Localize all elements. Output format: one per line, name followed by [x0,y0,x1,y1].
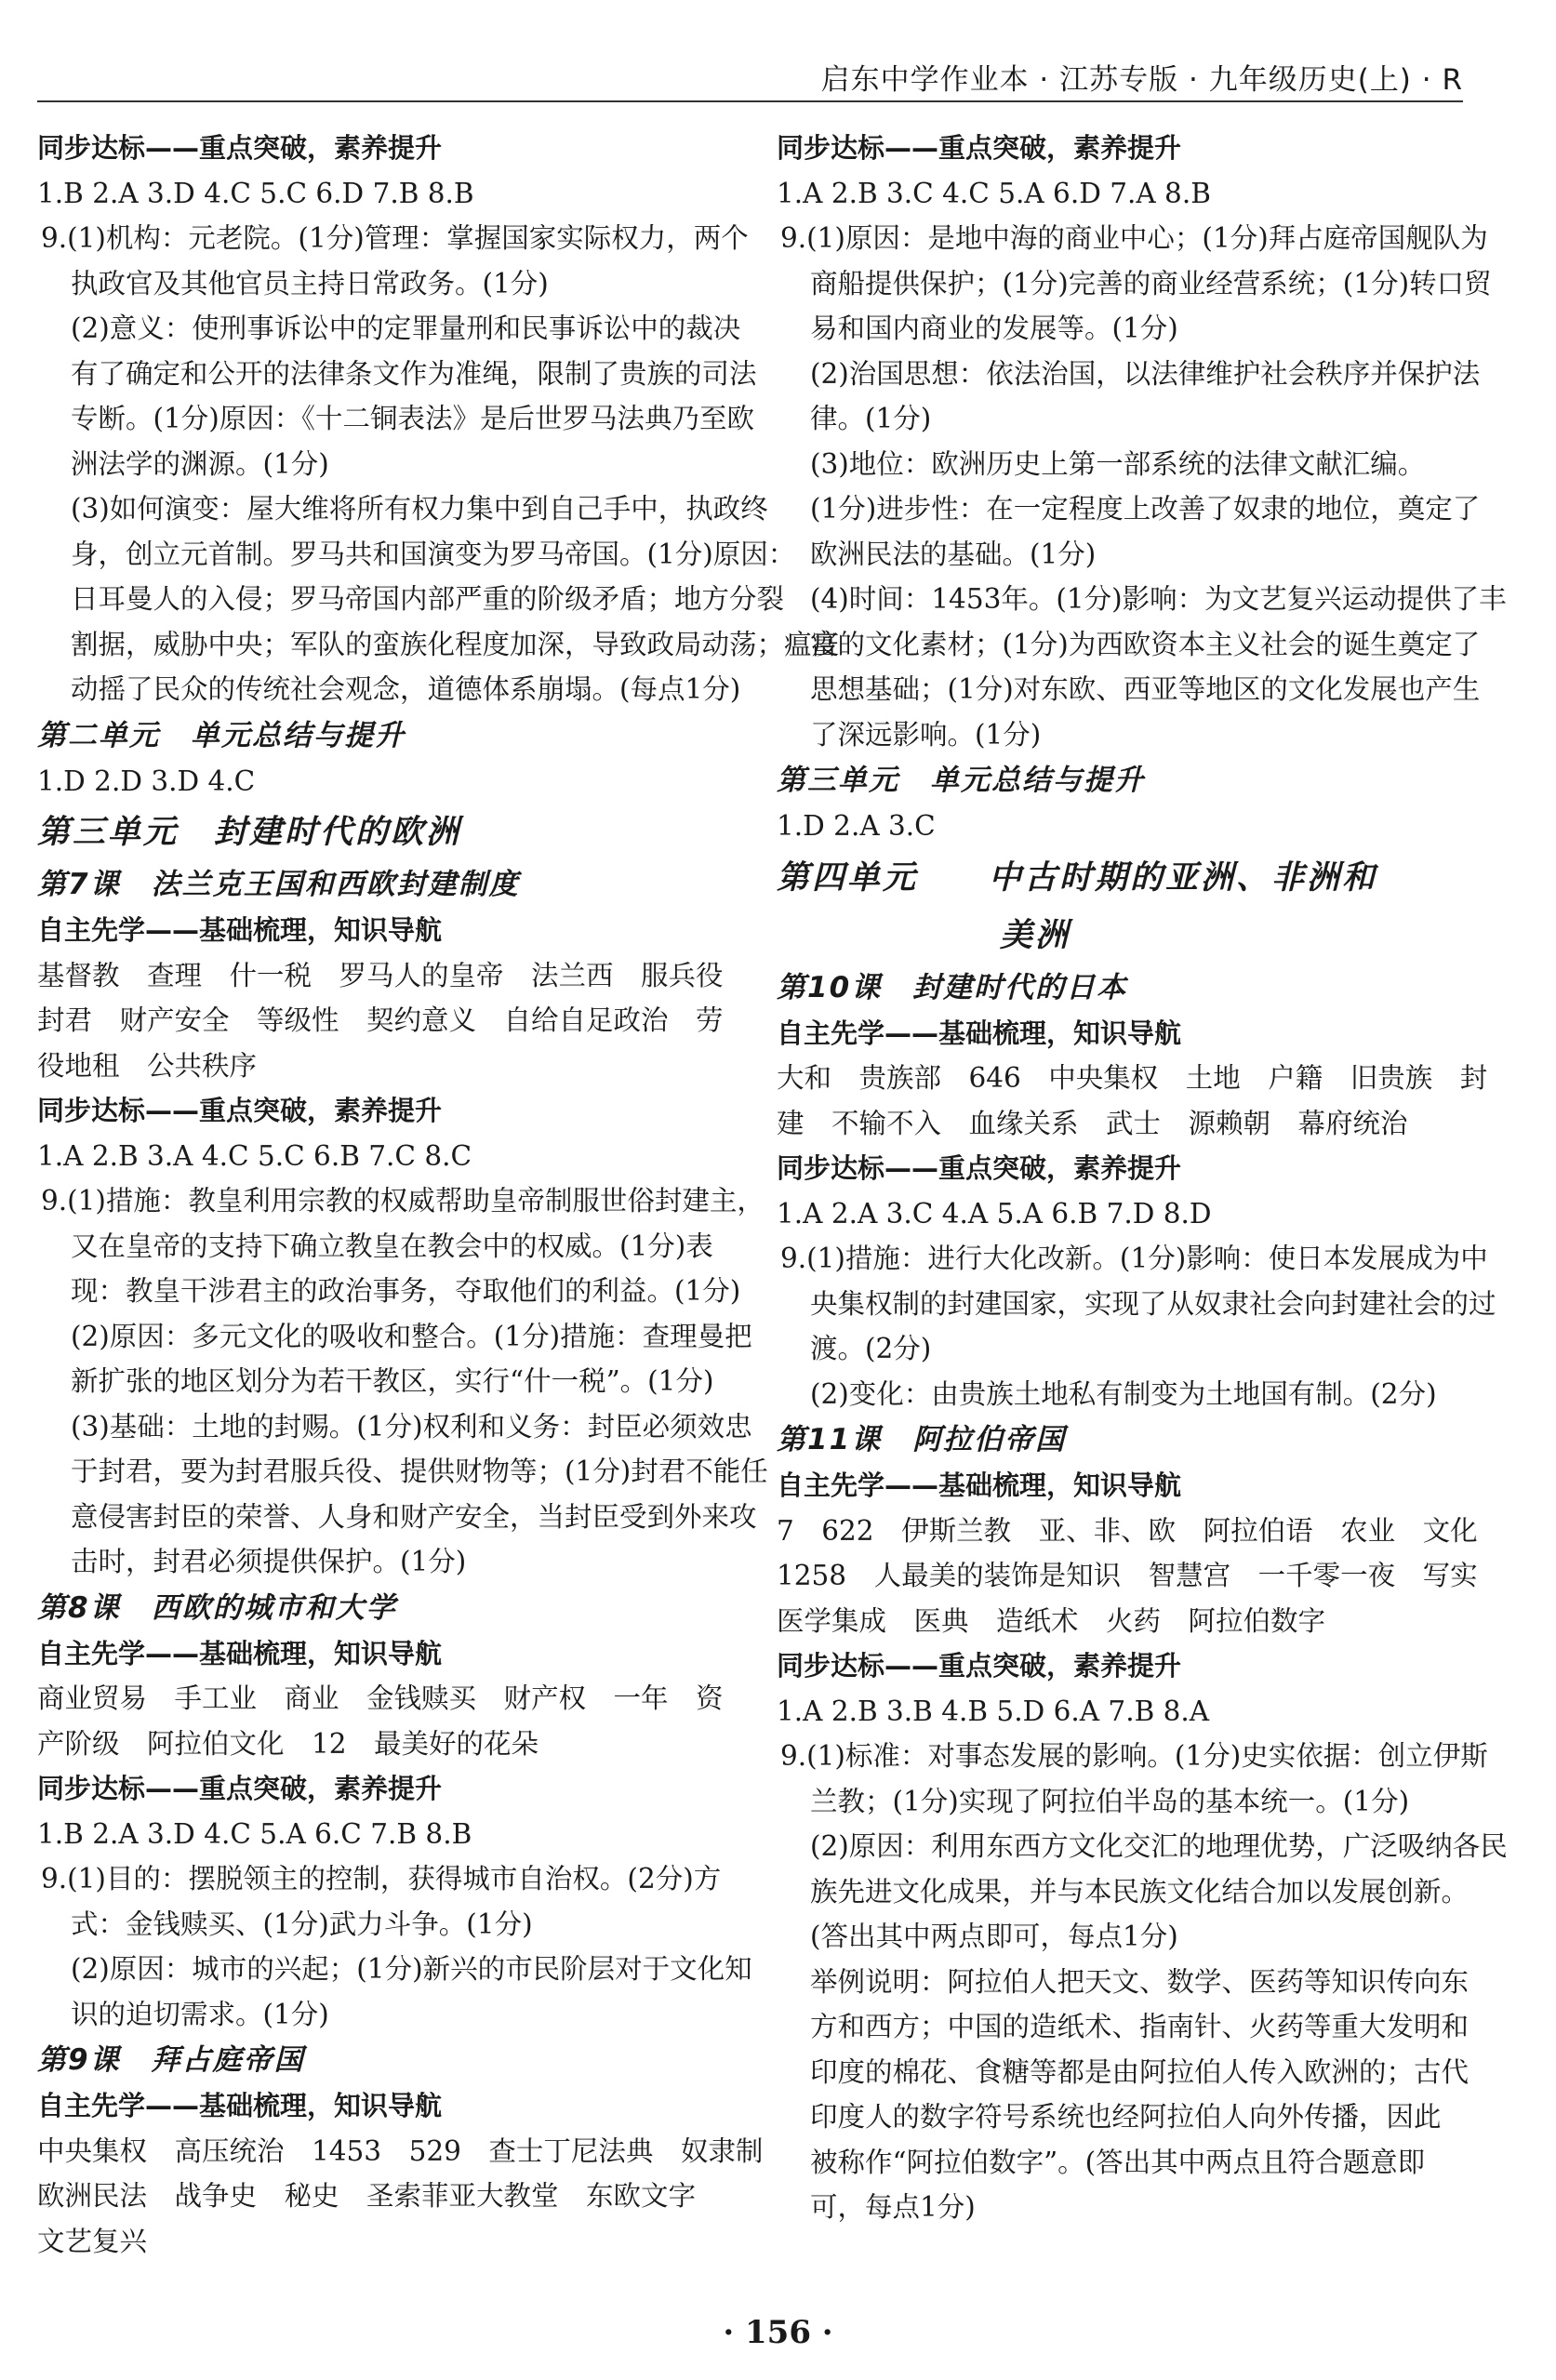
question-text: 9.(1)措施：进行大化改新。(1分)影响：使日本发展成为中 [780,1243,1488,1274]
answer-text: 被称作“阿拉伯数字”。(答出其中两点且符合题意即 [810,2146,1426,2178]
question-text: 9.(1)标准：对事态发展的影响。(1分)史实依据：创立伊斯 [780,1740,1488,1772]
answer-text: 央集权制的封建国家，实现了从奴隶社会向封建社会的过 [810,1287,1496,1320]
answer-text: 印度人的数字符号系统也经阿拉伯人向外传播，因此 [810,2101,1442,2133]
answer-text: (2)变化：由贵族土地私有制变为土地国有制。(2分) [810,1377,1437,1410]
answer-text: 击时，封君必须提供保护。(1分) [71,1546,467,1577]
page-number: · 156 · [723,2314,833,2351]
answer-key: 1.D 2.D 3.D 4.C [37,765,256,797]
running-header: 启东中学作业本 · 江苏专版 · 九年级历史(上) · R [820,63,1463,97]
lesson-title: 第9课 拜占庭帝国 [37,2043,305,2077]
answer-text: 印度的棉花、食糖等都是由阿拉伯人传入欧洲的；古代 [810,2055,1470,2088]
answer-text: (3)地位：欧洲历史上第一部系统的法律文献汇编。 [810,447,1426,480]
answer-text: (2)原因：利用东西方文化交汇的地理优势，广泛吸纳各民 [810,1830,1508,1862]
keyword-line: 文艺复兴 [37,2225,148,2257]
question-text: 9.(1)机构：元老院。(1分)管理：掌握国家实际权力，两个 [41,222,749,254]
answer-text: 族先进文化成果，并与本民族文化结合加以发展创新。 [810,1875,1470,1908]
section-heading: 同步达标——重点突破，素养提升 [777,132,1182,164]
section-heading: 自主先学——基础梳理，知识导航 [37,914,443,946]
answer-text: 易和国内商业的发展等。(1分) [810,312,1178,344]
answer-text: 又在皇帝的支持下确立教皇在教会中的权威。(1分)表 [71,1230,713,1262]
answer-text: 日耳曼人的入侵；罗马帝国内部严重的阶级矛盾；地方分裂 [71,583,785,615]
answer-text: 渡。(2分) [810,1333,932,1364]
keyword-line: 1258 人最美的装饰是知识 智慧宫 一千零一夜 写实 [777,1560,1478,1591]
keyword-line: 大和 贵族部 646 中央集权 土地 户籍 旧贵族 封 [777,1062,1488,1094]
keyword-line: 中央集权 高压统治 1453 529 查士丁尼法典 奴隶制 [37,2134,764,2167]
unit-heading: 第二单元 单元总结与提升 [37,718,406,752]
unit-title-cont: 美洲 [1000,916,1071,954]
header-divider [37,100,1463,102]
left-column [37,126,840,2264]
answer-text: 现：教皇干涉君主的政治事务，夺取他们的利益。(1分) [71,1275,741,1307]
keyword-line: 欧洲民法 战争史 秘史 圣索菲亚大教堂 东欧文字 [37,2180,697,2212]
answer-text: (2)原因：城市的兴起；(1分)新兴的市民阶层对于文化知 [71,1953,752,1985]
answer-text: 富的文化素材；(1分)为西欧资本主义社会的诞生奠定了 [810,628,1481,660]
answer-key: 1.B 2.A 3.D 4.C 5.A 6.C 7.B 8.B [37,1817,472,1850]
lesson-title: 第10课 封建时代的日本 [777,970,1128,1004]
section-heading: 自主先学——基础梳理，知识导航 [777,1017,1182,1049]
keyword-line: 基督教 查理 什一税 罗马人的皇帝 法兰西 服兵役 [37,959,724,991]
answer-text: 割据，威胁中央；军队的蛮族化程度加深，导致政局动荡；瘟疫 [71,628,840,660]
answer-text: 专断。(1分)原因：《十二铜表法》是后世罗马法典乃至欧 [71,403,755,434]
question-text: 9.(1)措施：教皇利用宗教的权威帮助皇帝制服世俗封建主， [41,1185,765,1217]
answer-text: (1分)进步性：在一定程度上改善了奴隶的地位，奠定了 [810,493,1481,525]
answer-text: (3)如何演变：屋大维将所有权力集中到自己手中，执政终 [71,493,768,525]
keyword-line: 商业贸易 手工业 商业 金钱赎买 财产权 一年 资 [37,1682,724,1714]
answer-text: 执政官及其他官员主持日常政务。(1分) [71,267,549,299]
keyword-line: 役地租 公共秩序 [37,1049,258,1082]
answer-text: (2)意义：使刑事诉讼中的定罪量刑和民事诉讼中的裁决 [71,312,741,344]
unit-heading: 第三单元 单元总结与提升 [777,764,1145,797]
keyword-line: 产阶级 阿拉伯文化 12 最美好的花朵 [37,1727,539,1760]
section-heading: 同步达标——重点突破，素养提升 [37,1095,443,1126]
answer-text: 新扩张的地区划分为若干教区，实行“什一税”。(1分) [71,1365,714,1397]
answer-text: 洲法学的渊源。(1分) [71,447,329,480]
answer-key: 1.B 2.A 3.D 4.C 5.C 6.D 7.B 8.B [37,177,474,209]
unit-title: 第三单元 封建时代的欧洲 [37,814,462,851]
lesson-title: 第8课 西欧的城市和大学 [37,1590,397,1625]
lesson-title: 第11课 阿拉伯帝国 [777,1423,1067,1456]
question-text: 9.(1)目的：摆脱领主的控制，获得城市自治权。(2分)方 [41,1863,722,1895]
section-heading: 自主先学——基础梳理，知识导航 [37,1637,443,1669]
answer-text: 举例说明：阿拉伯人把天文、数学、医药等知识传向东 [810,1965,1470,1998]
answer-key: 1.A 2.A 3.C 4.A 5.A 6.B 7.D 8.D [777,1197,1212,1230]
answer-text: 识的迫切需求。(1分) [71,1998,329,2030]
section-heading: 同步达标——重点突破，素养提升 [37,1773,443,1804]
unit-title: 第四单元 中古时期的亚洲、非洲和 [777,858,1378,897]
answer-text: 方和西方；中国的造纸术、指南针、火药等重大发明和 [810,2011,1470,2042]
answer-text: 于封君，要为封君服兵役、提供财物等；(1分)封君不能任 [71,1456,768,1487]
section-heading: 自主先学——基础梳理，知识导航 [777,1469,1182,1501]
answer-text: (3)基础：土地的封赐。(1分)权利和义务：封臣必须效忠 [71,1410,752,1443]
answer-text: 欧洲民法的基础。(1分) [810,538,1097,570]
section-heading: 同步达标——重点突破，素养提升 [777,1650,1182,1682]
keyword-line: 医学集成 医典 造纸术 火药 阿拉伯数字 [777,1604,1326,1637]
question-text: 9.(1)原因：是地中海的商业中心；(1分)拜占庭帝国舰队为 [780,222,1488,254]
keyword-line: 建 不输不入 血缘关系 武士 源赖朝 幕府统治 [777,1107,1408,1139]
answer-key: 1.A 2.B 3.A 4.C 5.C 6.B 7.C 8.C [37,1139,472,1172]
section-heading: 同步达标——重点突破，素养提升 [777,1152,1182,1184]
answer-text: 律。(1分) [810,403,932,434]
answer-text: 式：金钱赎买、(1分)武力斗争。(1分) [71,1908,533,1940]
answer-key: 1.D 2.A 3.C [777,810,936,842]
answer-key: 1.A 2.B 3.C 4.C 5.A 6.D 7.A 8.B [777,177,1211,209]
answer-text: 兰教；(1分)实现了阿拉伯半岛的基本统一。(1分) [810,1785,1410,1817]
answer-text: (2)治国思想：依法治国，以法律维护社会秩序并保护法 [810,357,1481,390]
answer-text: 商船提供保护；(1分)完善的商业经营系统；(1分)转口贸 [810,267,1492,299]
section-heading: 自主先学——基础梳理，知识导航 [37,2090,443,2121]
answer-text: 意侵害封臣的荣誉、人身和财产安全，当封臣受到外来攻 [71,1500,757,1533]
keyword-line: 封君 财产安全 等级性 契约意义 自给自足政治 劳 [37,1004,724,1036]
answer-text: (4)时间：1453年。(1分)影响：为文艺复兴运动提供了丰 [810,583,1507,615]
section-heading: 同步达标——重点突破，素养提升 [37,132,443,164]
answer-text: 身，创立元首制。罗马共和国演变为罗马帝国。(1分)原因： [71,538,796,570]
right-column [777,126,1508,2230]
answer-text: (答出其中两点即可，每点1分) [810,1921,1178,1952]
answer-text: 动摇了民众的传统社会观念，道德体系崩塌。(每点1分) [71,673,741,705]
answer-text: 有了确定和公开的法律条文作为准绳，限制了贵族的司法 [71,357,757,390]
answer-text: 思想基础；(1分)对东欧、西亚等地区的文化发展也产生 [810,673,1481,705]
answer-key: 1.A 2.B 3.B 4.B 5.D 6.A 7.B 8.A [777,1695,1210,1727]
keyword-line: 7 622 伊斯兰教 亚、非、欧 阿拉伯语 农业 文化 [777,1514,1478,1547]
answer-text: 了深远影响。(1分) [810,718,1042,751]
lesson-title: 第7课 法兰克王国和西欧封建制度 [37,868,520,901]
answer-text: (2)原因：多元文化的吸收和整合。(1分)措施：查理曼把 [71,1320,752,1352]
answer-text: 可，每点1分) [810,2191,976,2223]
